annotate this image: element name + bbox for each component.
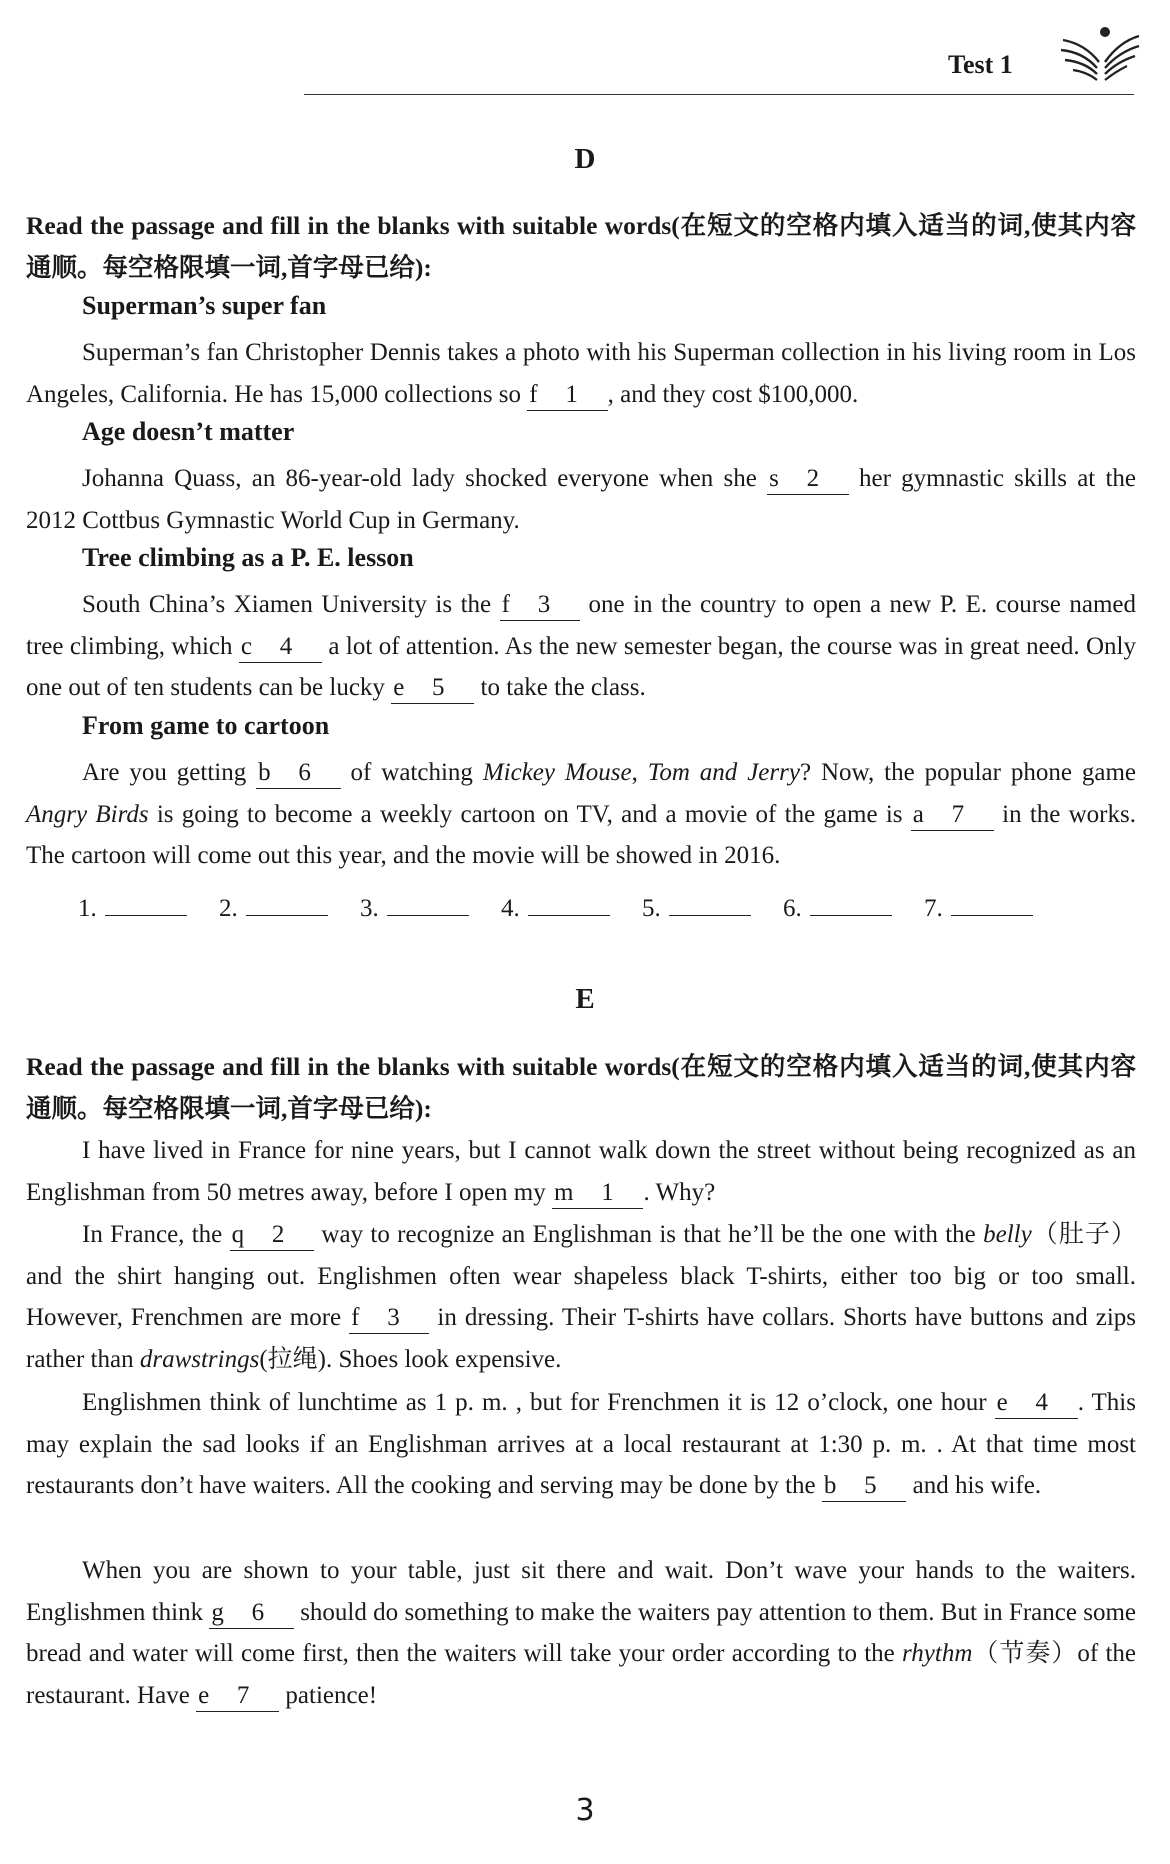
blank-e4[interactable]: e 4 bbox=[995, 1388, 1078, 1419]
page-header-title: Test 1 bbox=[948, 50, 1013, 79]
section-e-paragraph-3: Englishmen think of lunchtime as 1 p. m. , but for Frenchmen it is 12 o’clock, one hour e 4 . This may explain the sad looks if an Englishman arrives at a local restaurant at 1:30 p. m. . At that time most restaurants don’t have waiters. All the cooking and serving may be done by the b 5 and his wife. bbox=[26, 1382, 1136, 1507]
answer-slot[interactable]: 3. bbox=[360, 893, 469, 923]
section-d-title: D bbox=[574, 143, 596, 175]
section-d-heading-3: Tree climbing as a P. E. lesson bbox=[82, 543, 414, 572]
answer-slot[interactable]: 6. bbox=[783, 893, 892, 923]
answer-slot[interactable]: 4. bbox=[501, 893, 610, 923]
blank-e3[interactable]: f 3 bbox=[349, 1303, 429, 1334]
answer-slot[interactable]: 1. bbox=[78, 893, 187, 923]
blank-d6[interactable]: b 6 bbox=[256, 758, 341, 789]
section-d-paragraph-2: Johanna Quass, an 86-year-old lady shocked everyone when she s 2 her gymnastic skills at the 2012 Cottbus Gymnastic World Cup in Germany. bbox=[26, 465, 1136, 534]
blank-e7[interactable]: e 7 bbox=[196, 1681, 279, 1712]
page-number: 3 bbox=[575, 1793, 595, 1828]
blank-d4[interactable]: c 4 bbox=[239, 632, 322, 663]
section-d-paragraph-4: Are you getting b 6 of watching Mickey Mouse, Tom and Jerry? Now, the popular phone game Angry Birds is going to become a weekly cartoon on TV, and a movie of the game is a 7 in the works. The cartoon will come out this year, and the movie will be showed in 2016. bbox=[26, 759, 1136, 869]
blank-d2[interactable]: s 2 bbox=[767, 464, 849, 495]
book-logo-icon bbox=[1055, 22, 1141, 86]
blank-d7[interactable]: a 7 bbox=[911, 800, 994, 831]
blank-d5[interactable]: e 5 bbox=[391, 673, 474, 704]
section-d-paragraph-3: South China’s Xiamen University is the f 3 one in the country to open a new P. E. course named tree climbing, which c 4 a lot of attention. As the new semester began, the course was in great need. Only one out of ten students can be lucky e 5 to take the class. bbox=[26, 584, 1136, 709]
section-e-paragraph-4: When you are shown to your table, just sit there and wait. Don’t wave your hands to the waiters. Englishmen think g 6 should do something to make the waiters pay attention to them. But in France some bread and water will come first, then the waiters will take your order according to the rhythm（节奏）of the restaurant. Have e 7 patience! bbox=[26, 1550, 1136, 1716]
section-d-heading-1: Superman’s super fan bbox=[82, 291, 327, 320]
section-d-paragraph-1: Superman’s fan Christopher Dennis takes a photo with his Superman collection in his living room in Los Angeles, California. He has 15,000 collections so f 1 , and they cost $100,000. bbox=[26, 332, 1136, 415]
blank-d1[interactable]: f 1 bbox=[527, 380, 607, 411]
header-divider bbox=[304, 94, 1134, 95]
section-e-paragraph-1: I have lived in France for nine years, but I cannot walk down the street without being recognized as an Englishman from 50 metres away, before I open my m 1 . Why? bbox=[26, 1130, 1136, 1213]
answer-slot[interactable]: 7. bbox=[924, 893, 1033, 923]
section-d-heading-2: Age doesn’t matter bbox=[82, 417, 295, 446]
blank-e6[interactable]: g 6 bbox=[209, 1598, 294, 1629]
section-e-instruction: Read the passage and fill in the blanks with suitable words(在短文的空格内填入适当的词,使其内容通顺。每空格限填一词,首字母已给): bbox=[26, 1052, 1136, 1123]
section-d-instruction: Read the passage and fill in the blanks with suitable words(在短文的空格内填入适当的词,使其内容通顺。每空格限填一词,首字母已给): bbox=[26, 211, 1136, 282]
section-d-answer-row bbox=[78, 893, 1059, 923]
section-e-title: E bbox=[575, 983, 595, 1015]
section-d-heading-4: From game to cartoon bbox=[82, 711, 330, 740]
blank-e2[interactable]: q 2 bbox=[230, 1220, 315, 1251]
blank-e5[interactable]: b 5 bbox=[822, 1471, 907, 1502]
answer-slot[interactable]: 5. bbox=[642, 893, 751, 923]
blank-d3[interactable]: f 3 bbox=[500, 590, 580, 621]
blank-e1[interactable]: m 1 bbox=[552, 1178, 643, 1209]
answer-slot[interactable]: 2. bbox=[219, 893, 328, 923]
section-e-paragraph-2: In France, the q 2 way to recognize an Englishman is that he’ll be the one with the belly（肚子）and the shirt hanging out. Englishmen often wear shapeless black T-shirts, either too big or too small. However, Frenchmen are more f 3 in dressing. Their T-shirts have collars. Shorts have buttons and zips rather than drawstrings(拉绳). Shoes look expensive. bbox=[26, 1221, 1136, 1373]
